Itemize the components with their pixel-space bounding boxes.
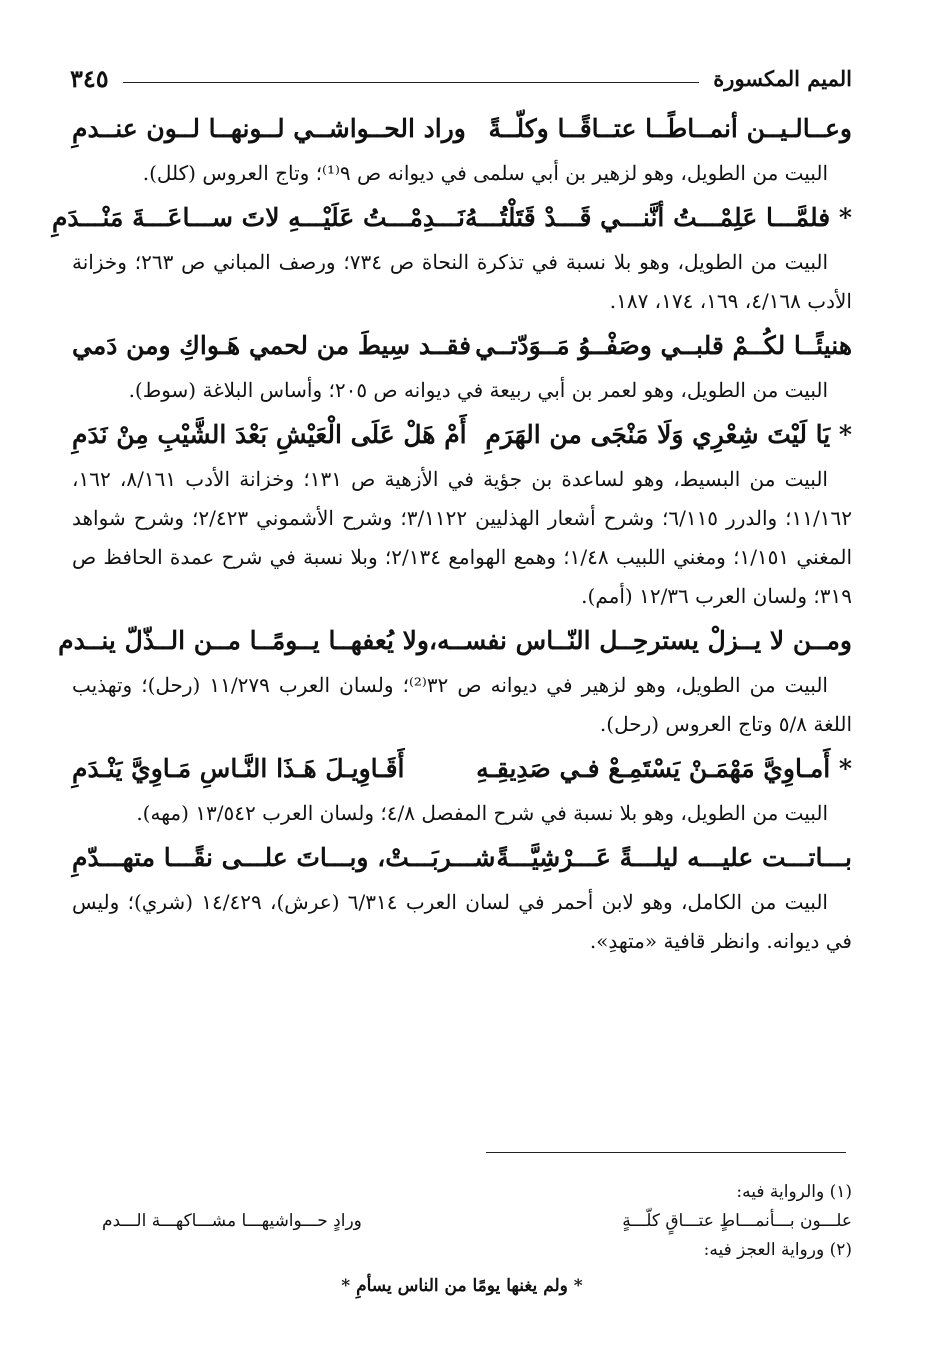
verse-first-hemistich: * يَا لَيْتَ شِعْرِي وَلَا مَنْجَى من الهَرَمِ — [485, 420, 852, 449]
footnote-1-second-hemistich: ورادٍ حـــواشيهـــا مشـــاكهـــة الـــدم — [102, 1211, 362, 1231]
verse-first-hemistich: هنيئًــا لكُــمْ قلبــي وصَفْــوُ مَــوَدّتــي — [475, 331, 852, 360]
verse-second-hemistich: نَـــدِمْـــتُ عَلَيْـــهِ لاتَ ســـاعَـــةَ مَنْـــدَمِ — [51, 203, 465, 232]
footnote-1-first-hemistich: علـــون بـــأنمـــاطٍ عتـــاقٍ كلّـــةٍ — [622, 1211, 852, 1231]
footnotes — [72, 1178, 852, 1304]
verse-line — [72, 744, 852, 794]
commentary-text: البيت من الكامل، وهو لابن أحمر في لسان العرب ٦/٣١٤ (عرش)، ١٤/٤٢٩ (شري)؛ وليس في ديوانه. وانظر قافية «متهدِ». — [72, 890, 852, 953]
footnote-1-label: (١) والرواية فيه: — [736, 1182, 852, 1202]
commentary-text: البيت من الطويل، وهو لزهير بن أبي سلمى في ديوانه ص ٩⁽¹⁾؛ وتاج العروس (كلل). — [142, 161, 828, 185]
verse-line — [72, 321, 852, 371]
verse-line — [51, 193, 852, 243]
commentary-text: البيت من البسيط، وهو لساعدة بن جؤية في الأزهية ص ١٣١؛ وخزانة الأدب ٨/١٦١، ١٦٢، ١١/١٦٢؛ والدرر ٦/١١٥؛ وشرح أشعار الهذليين ٣/١١٢٢؛ وشرح الأشموني ٢/٤٢٣؛ وشرح شواهد المغني ١/١٥١؛ ومغني اللبيب ١/٤٨؛ وهمع الهوامع ٢/١٣٤؛ وبلا نسبة في شرح عمدة الحافظ ص ٣١٩؛ ولسان العرب ١٢/٣٦ (أمم). — [72, 467, 852, 608]
verse-commentary — [72, 371, 852, 410]
verse-first-hemistich: * فلمَّـــا عَلِمْـــتُ أنَّنـــي قَـــدْ قَتَلْتُـــهُ — [464, 203, 852, 232]
verse-commentary — [72, 883, 852, 961]
verse-commentary — [72, 666, 852, 744]
header-rule — [123, 82, 700, 83]
verse-second-hemistich: ولا يُعفهــا يــومًــا مــن الــذّلّ ينــدم — [58, 626, 429, 655]
commentary-text: البيت من الطويل، وهو لزهير في ديوانه ص ٣٢⁽²⁾؛ ولسان العرب ١١/٢٧٩ (رحل)؛ وتهذيب اللغة ٥/٨ وتاج العروس (رحل). — [72, 673, 852, 736]
verse-first-hemistich: وعــالـيــن أنمــاطًــا عتــاقًــا وكلّــةً — [488, 114, 852, 143]
footnote-1-verse — [72, 1206, 852, 1236]
verse-second-hemistich: فقــد سِيطَ من لحمي هَـواكِ ومن دَمي — [72, 331, 472, 360]
verse-line — [58, 616, 852, 666]
verse-first-hemistich: بـــاتـــت عليـــه ليلـــةً عَـــرْشِيَّـــةً — [496, 843, 852, 872]
verse-second-hemistich: أَقَـاوِيـلَ هَـذَا النَّـاسِ مَـاوِيَّ يَنْـدَمِ — [72, 754, 405, 783]
verse-line — [72, 410, 852, 460]
verse-line — [72, 104, 852, 154]
verse-second-hemistich: أَمْ هَلْ عَلَى الْعَيْشِ بَعْدَ الشَّيْبِ مِنْ نَدَمِ — [72, 420, 467, 449]
running-header — [70, 58, 852, 98]
footnote-2-label: (٢) ورواية العجز فيه: — [703, 1240, 852, 1260]
commentary-text: البيت من الطويل، وهو بلا نسبة في شرح المفصل ٤/٨؛ ولسان العرب ١٣/٥٤٢ (مهه). — [136, 801, 828, 825]
commentary-text: البيت من الطويل، وهو لعمر بن أبي ربيعة في ديوانه ص ٢٠٥؛ وأساس البلاغة (سوط). — [128, 378, 828, 402]
verse-commentary — [72, 460, 852, 616]
verse-line — [72, 833, 852, 883]
verse-commentary — [72, 154, 852, 193]
footnote-separator — [486, 1152, 846, 1153]
verse-second-hemistich: شـــربَـــتْ، وبـــاتَ علـــى نقًـــا متهـــدّمِ — [72, 843, 496, 872]
verse-first-hemistich: * أَمـاوِيَّ مَهْمَـنْ يَسْتَمِـعْ فـي صَدِيقِـهِ — [476, 754, 852, 783]
verse-second-hemistich: وراد الحــواشــي لــونهــا لــون عنــدمِ — [72, 114, 466, 143]
verse-first-hemistich: ومــن لا يــزلْ يسترحِــل النّــاس نفســه، — [428, 626, 852, 655]
verse-commentary — [72, 794, 852, 833]
commentary-text: البيت من الطويل، وهو بلا نسبة في تذكرة النحاة ص ٧٣٤؛ ورصف المباني ص ٢٦٣؛ وخزانة الأدب ٤/١٦٨، ١٦٩، ١٧٤، ١٨٧. — [72, 250, 852, 313]
page-number: ٣٤٥ — [70, 63, 109, 93]
footnote-2-verse: * ولم يغنها يومًا من الناس يسأمِ * — [341, 1276, 583, 1296]
verse-commentary — [72, 243, 852, 321]
page-body — [51, 104, 852, 961]
header-title: الميم المكسورة — [713, 65, 852, 91]
